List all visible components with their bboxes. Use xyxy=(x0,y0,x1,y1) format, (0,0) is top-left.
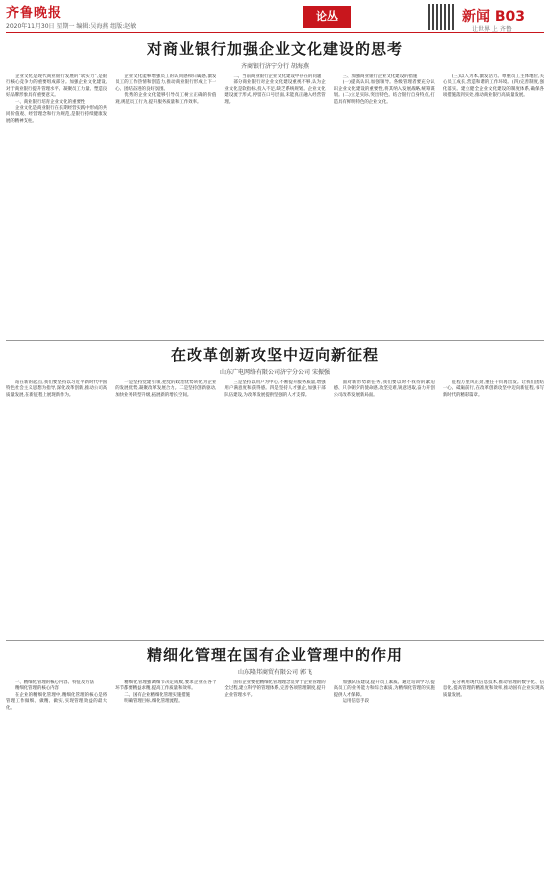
page-id: 新闻 B03 xyxy=(462,9,526,25)
article-divider xyxy=(6,340,544,341)
paragraph: 面对新形势新任务,我们要以时不我待的紧迫感、只争朝夕的使命感,攻坚克难,锐意进取,奋力开创公司改革发展新局面。 xyxy=(333,380,435,398)
article-1 xyxy=(6,38,544,338)
paragraph: 优秀的企业文化能够引导员工树立正确的价值观,规范员工行为,提升服务质量和工作效率。 xyxy=(115,93,217,105)
text-column xyxy=(115,380,216,399)
page-slogan: 让世界 上 齐鲁 xyxy=(472,26,512,33)
text-column xyxy=(115,680,216,712)
paragraph: 站在新的起点,我们要坚持以习近平新时代中国特色社会主义思想为指导,深化改革创新,推动公司高质量发展,在新征程上展现新作为。 xyxy=(6,380,108,398)
paragraph: 二、国有企业精细化管理实施措施 xyxy=(124,692,191,698)
paragraph: 明确管理目标,细化管理流程。 xyxy=(124,699,183,705)
paragraph: (三)以人为本,激发活力。尊重员工主体地位,关心员工成长,营造和谐的工作环境。(四)完善制度,强化落实。建立健全企业文化建设的制度体系,确保各项措施落到实处,推动商业银行高质量发展。 xyxy=(442,74,545,99)
paragraph: 二、当前商业银行企业文化建设中存在的问题 xyxy=(233,74,322,79)
paragraph: 部分商业银行对企业文化建设重视不够,认为企业文化是软指标,投入不足,缺乏系统规划。企业文化建设流于形式,停留在口号层面,未能真正融入经营管理。 xyxy=(224,80,326,105)
paragraph: 运用信息手段 xyxy=(342,699,369,705)
text-column xyxy=(443,74,544,125)
text-column xyxy=(6,380,107,399)
paragraph: 加强队伍建设,提升员工素质。通过培训学习,提高员工的业务能力和综合素质,为精细化管理的实施提供人才保障。 xyxy=(333,680,435,698)
paragraph: 一是坚持党建引领,把党的政治优势转化为企业的发展优势,凝聚改革发展合力。二是坚持创新驱动,加快业务转型升级,拓展新的增长空间。 xyxy=(115,380,217,398)
paragraph: 企业文化是现代商业银行发展的“软实力”,是银行核心竞争力的重要组成部分。加强企业文化建设,对于商业银行提升管理水平、凝聚员工力量、塑造良好品牌形象具有重要意义。 xyxy=(6,74,108,99)
text-column xyxy=(443,680,544,712)
article-divider xyxy=(6,640,544,641)
paragraph: 国有企业要把精细化管理理念贯穿于企业管理的全过程,建立科学的管理体系,完善各项管理制度,提升企业管理水平。 xyxy=(224,680,326,698)
paragraph: 充分利用现代信息技术,推动管理的数字化、信息化,提高管理的精准度和效率,推动国有企业实现高质量发展。 xyxy=(442,680,545,698)
paragraph: 三是坚持以用户为中心,不断提升服务质量,增强用户满意度和获得感。四是坚持人才强企,加强干部队伍建设,为改革发展提供坚强的人才支撑。 xyxy=(224,380,326,398)
paragraph: 精细化管理强调细节决定成败,要求企业在各个环节都要精益求精,提高工作质量和效率。 xyxy=(115,680,217,692)
paragraph: 企业文化能够增强员工的认同感和归属感,激发员工的工作热情和创造力,推动商业银行形成上下一心、团结奋进的良好氛围。 xyxy=(115,74,217,92)
article-3 xyxy=(6,644,544,882)
paragraph: (一)提高认识,加强领导。各级管理者要充分认识企业文化建设的重要性,将其纳入发展战略,统筹谋划。(二)立足实际,突出特色。结合银行自身特点,打造具有鲜明特色的企业文化。 xyxy=(333,80,435,105)
masthead-rule xyxy=(6,32,544,33)
article-byline: 山东隆邦商贸有限公司 郭飞 xyxy=(238,669,312,676)
article-columns xyxy=(6,680,544,712)
paragraph: 三、加强商业银行企业文化建设的措施 xyxy=(342,74,418,79)
article-headline: 在改革创新攻坚中迈向新征程 xyxy=(170,346,379,364)
masthead xyxy=(0,0,550,36)
paragraph: 企业文化是商业银行在长期经营实践中形成的共同价值观、经营理念和行为规范,是银行持续健康发展的精神支柱。 xyxy=(6,106,108,124)
paragraph: 一、精细化管理的核心内容、特征及方法 xyxy=(15,680,95,685)
paragraph: 在企业的精细化管理中,精细化管理的核心是将管理工作做细、做精、做实,实现管理效益的最大化。 xyxy=(6,692,108,711)
text-column xyxy=(224,380,325,399)
article-2 xyxy=(6,344,544,636)
text-column xyxy=(6,74,107,125)
paragraph: 一、商业银行培育企业文化的重要性 xyxy=(15,99,86,105)
text-column xyxy=(115,74,216,125)
paragraph: 精细化管理的核心内容 xyxy=(15,686,59,692)
text-column xyxy=(6,680,107,712)
article-byline: 山东广电网络有限公司济宁分公司 宋振强 xyxy=(220,369,330,376)
article-byline: 齐商银行济宁分行 胡海燕 xyxy=(241,63,309,70)
text-column xyxy=(443,380,544,399)
text-column xyxy=(224,74,325,125)
text-column xyxy=(224,680,325,712)
dateline: 2020年11月30日 星期一 编辑:吴海燕 组版:赵敏 xyxy=(6,23,137,30)
article-headline: 精细化管理在国有企业管理中的作用 xyxy=(146,646,403,664)
paragraph: 征程万里风正劲,重任千钧再出发。让我们团结一心、砥砺前行,在改革创新攻坚中迈向新征程,书写新时代的精彩篇章。 xyxy=(442,380,545,398)
text-column xyxy=(334,74,435,125)
section-badge: 论丛 xyxy=(303,6,351,28)
article-columns xyxy=(6,380,544,399)
newspaper-logo: 齐鲁晚报 xyxy=(6,6,63,21)
text-column xyxy=(334,380,435,399)
text-column xyxy=(334,680,435,712)
qr-code-icon xyxy=(428,4,454,30)
article-headline: 对商业银行加强企业文化建设的思考 xyxy=(146,40,403,58)
article-columns xyxy=(6,74,544,125)
